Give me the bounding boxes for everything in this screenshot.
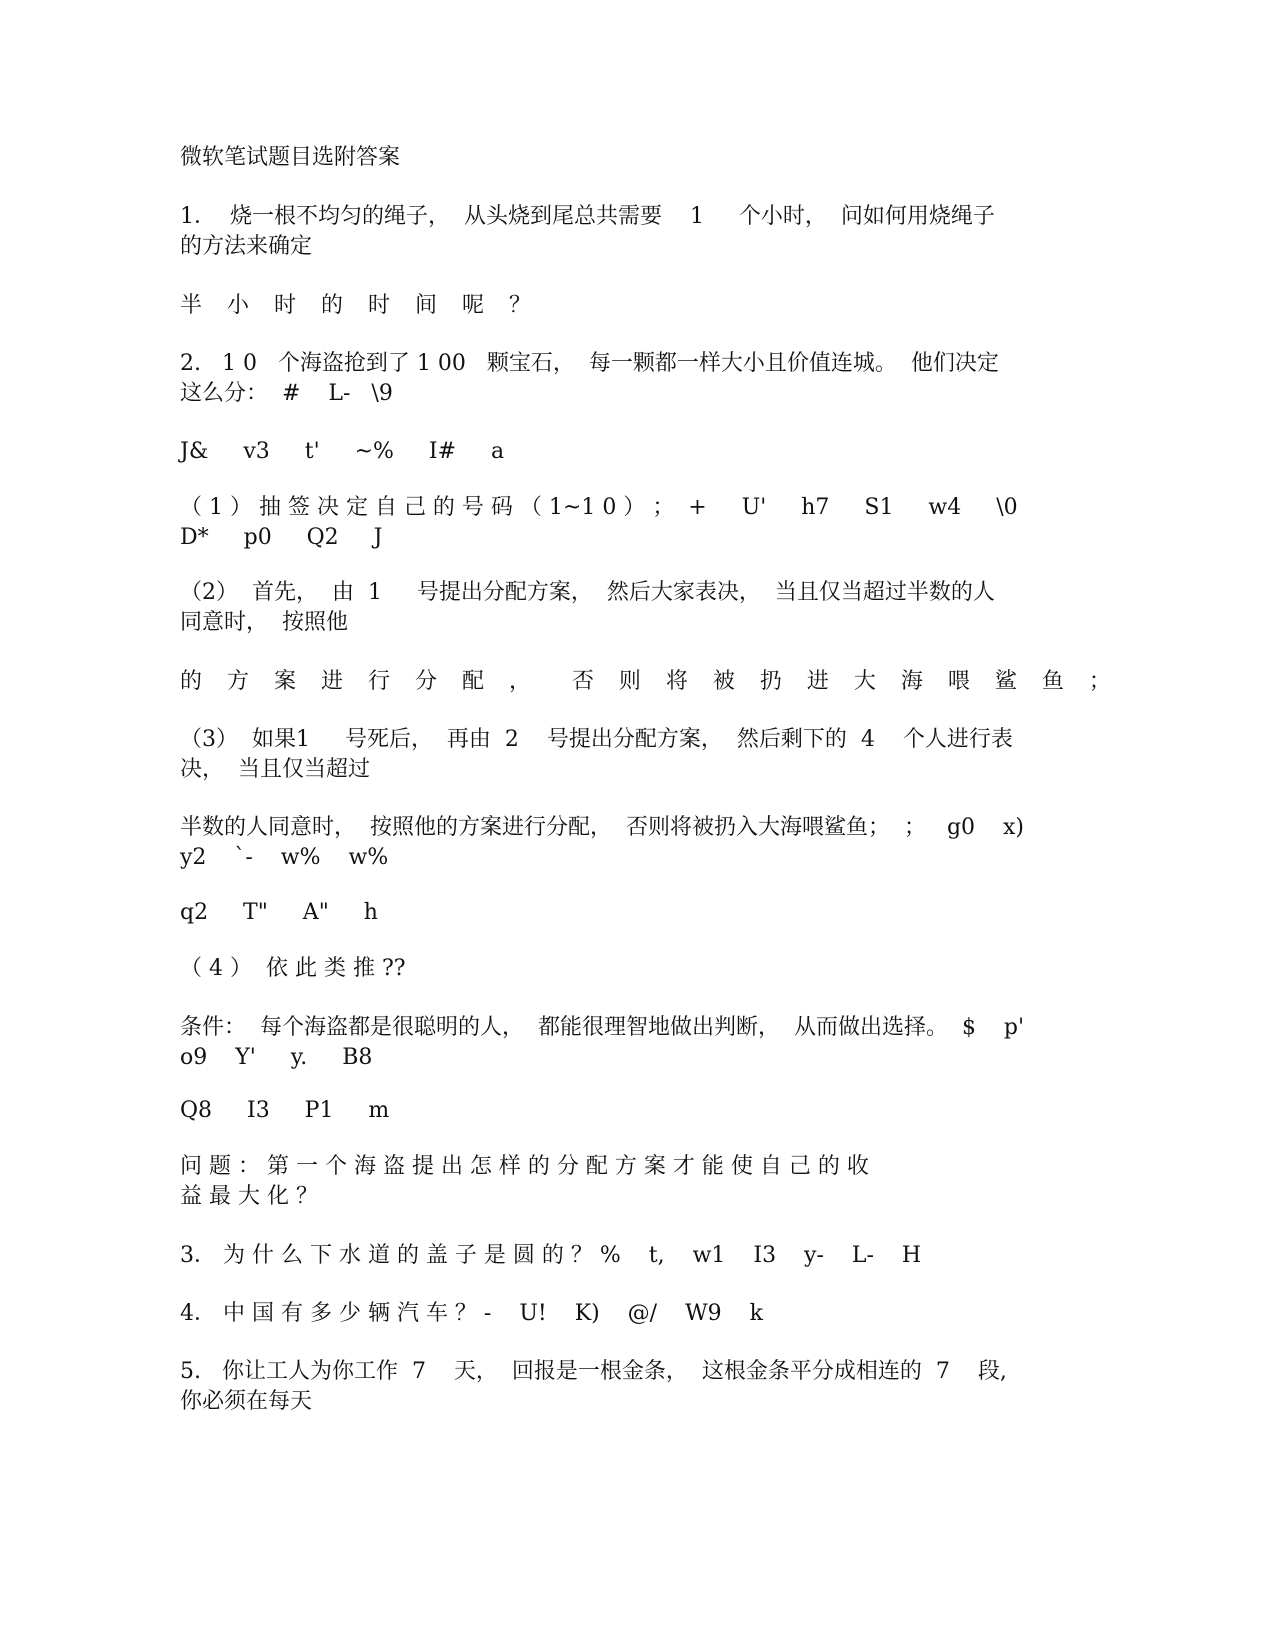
rule-3-line-3: 半数的人同意时， 按照他的方案进行分配， 否则将被扔入大海喂鲨鱼； ； g0 x) [180,815,1024,840]
rule-1-line-1: （ 1 ） 抽 签 决 定 自 己 的 号 码 （ 1~1 0 ） ； + U' h7 S1 w4 \0 [180,495,1018,520]
noise-line: J& v3 t' ~% I# a [180,439,505,464]
rule-2-line-1: （2） 首先， 由 1 号提出分配方案， 然后大家表决， 当且仅当超过半数的人 [180,580,995,605]
document-title: 微软笔试题目选附答案 [180,145,401,170]
question-line-1: 问 题 ： 第 一 个 海 盗 提 出 怎 样 的 分 配 方 案 才 能 使 自 己 的 收 [180,1154,869,1179]
rule-3-line-2: 决， 当且仅当超过 [180,757,370,782]
rule-2-line-2: 同意时， 按照他 [180,610,348,635]
question-5-line-1: 5. 你让工人为你工作 7 天， 回报是一根金条， 这根金条平分成相连的 7 段, [180,1359,1007,1384]
question-2-line-1: 2. 1 0 个海盗抢到了 1 00 颗宝石， 每一颗都一样大小且价值连城。 他们决定 [180,351,999,376]
condition-line-1: 条件： 每个海盗都是很聪明的人， 都能很理智地做出判断， 从而做出选择。 $ p' [180,1015,1025,1040]
condition-line-2: o9 Y' y. B8 [180,1045,373,1070]
rule-4-line: （ 4 ） 依 此 类 推 ?? [180,956,406,981]
question-1-line-1: 1． 烧一根不均匀的绳子， 从头烧到尾总共需要 1 个小时， 问如何用烧绳子 [180,204,995,229]
question-3-line: 3． 为 什 么 下 水 道 的 盖 子 是 圆 的 ？ % t, w1 I3 y- L- H [180,1243,922,1268]
question-4-line: 4． 中 国 有 多 少 辆 汽 车 ？ - U! K) @/ W9 k [180,1301,763,1326]
question-1-line-3: 半 小 时 的 时 间 呢 ？ [180,293,540,318]
rule-1-line-2: D* p0 Q2 J [180,525,383,550]
rule-3-line-4: y2 `- w% w% [180,845,389,870]
rule-3-line-1: （3） 如果1 号死后， 再由 2 号提出分配方案， 然后剩下的 4 个人进行表 [180,727,1013,752]
noise-line: Q8 I3 P1 m [180,1098,390,1123]
rule-2-line-3: 的 方 案 进 行 分 配 ， 否 则 将 被 扔 进 大 海 喂 鲨 鱼 ； [180,669,1120,694]
question-5-line-2: 你必须在每天 [180,1389,313,1414]
question-line-2: 益 最 大 化 ？ [180,1184,318,1209]
noise-line: q2 T" A" h [180,900,378,925]
question-1-line-2: 的方法来确定 [180,234,313,259]
question-2-line-2: 这么分： # L- \9 [180,381,393,406]
